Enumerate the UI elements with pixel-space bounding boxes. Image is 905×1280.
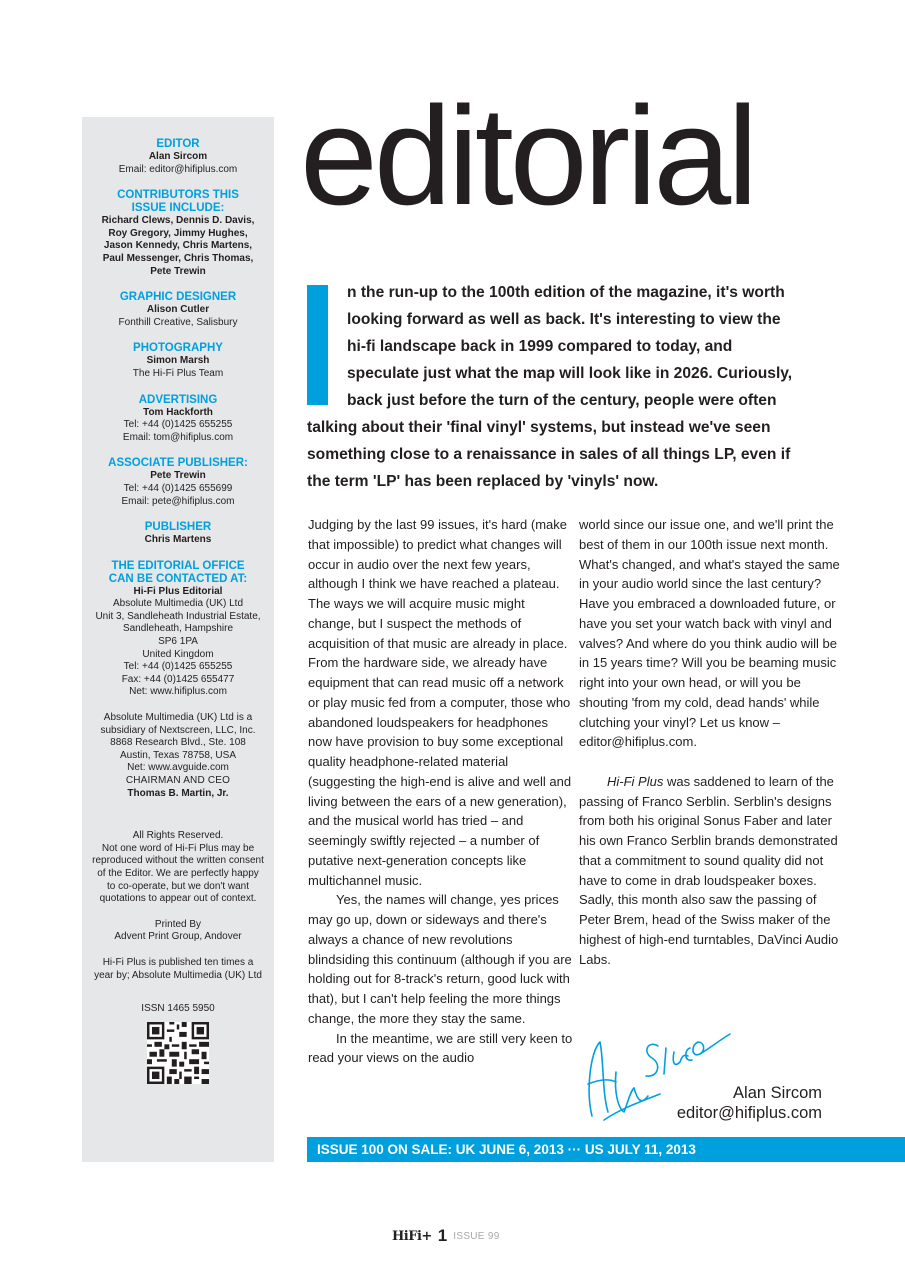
office-line: Sandleheath, Hampshire bbox=[122, 623, 234, 635]
intro-line: looking forward as well as back. It's interesting to view the bbox=[347, 311, 781, 328]
body-paragraph bbox=[579, 772, 844, 970]
contributor-line: Paul Messenger, Chris Thomas, bbox=[102, 252, 254, 264]
office-line: Net: www.hifiplus.com bbox=[129, 686, 227, 698]
masthead-subsidiary bbox=[82, 712, 274, 800]
associate-publisher-heading: ASSOCIATE PUBLISHER: bbox=[108, 457, 248, 470]
rights-line: All Rights Reserved. bbox=[132, 830, 224, 842]
contributor-line: Jason Kennedy, Chris Martens, bbox=[103, 240, 253, 252]
issn: ISSN 1465 5950 bbox=[141, 1003, 215, 1015]
masthead-contributors bbox=[82, 189, 274, 278]
masthead-associate-publisher bbox=[82, 457, 274, 508]
advertising-heading: ADVERTISING bbox=[138, 393, 218, 406]
designer-name: Alison Cutler bbox=[146, 304, 210, 316]
on-sale-banner: ISSUE 100 ON SALE: UK JUNE 6, 2013 ··· US JULY 11, 2013 bbox=[307, 1137, 905, 1162]
advertising-tel: Tel: +44 (0)1425 655255 bbox=[123, 419, 233, 431]
masthead-graphic-designer bbox=[82, 291, 274, 329]
body-paragraph: world since our issue one, and we'll print the best of them in our 100th issue next month. What's changed, and what's stayed the same in your audio world since the last century? Have you embraced a downloaded future, or have you set your watch back with vinyl and valves? And where do you think audio will be in 15 years time? Will you be beaming music right into your own head, or will you be shouting 'from my cold, dead hands' while clutching your vinyl? Let us know – editor@hifiplus.com. bbox=[579, 517, 840, 750]
body-paragraph-text: was saddened to learn of the passing of Franco Serblin. Serblin's designs from both his original Sonus Faber and later his own Franco Serblin brands demonstrated that a commitment to sound quality did not have to come in drab loudspeaker boxes. Sadly, this month also saw the passing of Peter Brem, head of the Swiss maker of the highest of high-end turntables, DaVinci Audio Labs. bbox=[579, 773, 839, 967]
published-line: year by; Absolute Multimedia (UK) Ltd bbox=[94, 969, 262, 981]
intro-line: talking about their 'final vinyl' systems, but instead we've seen bbox=[307, 419, 771, 436]
intro-line: back just before the turn of the century, people were often bbox=[347, 392, 777, 409]
chairman-label: CHAIRMAN AND CEO bbox=[125, 775, 231, 786]
intro-line: speculate just what the map will look like in 2026. Curiously, bbox=[347, 365, 793, 382]
photography-detail: The Hi-Fi Plus Team bbox=[132, 367, 224, 379]
editor-email: Email: editor@hifiplus.com bbox=[118, 163, 238, 175]
office-heading: THE EDITORIAL OFFICE CAN BE CONTACTED AT: bbox=[108, 559, 248, 585]
hifi-plus-logo: HiFi+ bbox=[392, 1228, 432, 1244]
intro-line: the term 'LP' has been replaced by 'vinyls' now. bbox=[307, 473, 659, 490]
associate-publisher-name: Pete Trewin bbox=[150, 470, 206, 482]
photography-name: Simon Marsh bbox=[146, 355, 210, 367]
body-paragraph: Judging by the last 99 issues, it's hard (make that impossible) to predict what changes will occur in audio over the next few years, although I think we have reached a plateau. The ways we will acquire music might change, but I suspect the methods of acquisition of that music are already in place. From the hardware side, we already have equipment that can read music off a network or play music fed from a computer, those who abandoned loudspeakers for headphones now have provision to buy some exceptional quality headphone-related material (suggesting the high-end is alive and well and living between the ears of a new generation), and the musical world has tried – and seemingly swiftly rejected – a number of putative next-generation concepts like multichannel music. bbox=[308, 517, 572, 888]
signature-email[interactable]: editor@hifiplus.com bbox=[676, 1104, 822, 1122]
body-column-left bbox=[308, 515, 573, 1068]
qr-code-icon[interactable] bbox=[147, 1022, 209, 1084]
subsidiary-line: Absolute Multimedia (UK) Ltd is a bbox=[103, 712, 253, 724]
rights-line: of the Editor. We are perfectly happy bbox=[97, 867, 259, 879]
designer-heading: GRAPHIC DESIGNER bbox=[119, 291, 237, 304]
rights-line: reproduced without the written consent bbox=[92, 855, 264, 867]
associate-publisher-tel: Tel: +44 (0)1425 655699 bbox=[123, 482, 233, 494]
photography-heading: PHOTOGRAPHY bbox=[133, 342, 223, 355]
printed-line: Advent Print Group, Andover bbox=[114, 931, 242, 943]
advertising-email: Email: tom@hifiplus.com bbox=[122, 431, 234, 443]
published-line: Hi-Fi Plus is published ten times a bbox=[102, 956, 254, 968]
associate-publisher-email: Email: pete@hifiplus.com bbox=[121, 495, 235, 507]
office-line: SP6 1PA bbox=[158, 636, 198, 648]
advertising-name: Tom Hackforth bbox=[143, 406, 213, 418]
chairman-name: Thomas B. Martin, Jr. bbox=[127, 787, 229, 799]
subsidiary-line: subsidiary of Nextscreen, LLC, Inc. bbox=[100, 724, 256, 736]
body-paragraph: In the meantime, we are still very keen to read your views on the audio bbox=[308, 1030, 573, 1066]
masthead-office bbox=[82, 560, 274, 699]
page-footer bbox=[392, 1226, 500, 1246]
intro-line: n the run-up to the 100th edition of the magazine, it's worth bbox=[347, 284, 785, 301]
office-line: Tel: +44 (0)1425 655255 bbox=[123, 661, 233, 673]
magazine-name: Hi-Fi Plus bbox=[607, 773, 664, 789]
office-line: United Kingdom bbox=[142, 648, 214, 660]
body-paragraph: Yes, the names will change, yes prices may go up, down or sideways and there's always a chance of new revolutions blindsiding this continuum (although if you are holding out for 8-track's return, good luck with that), but I can't help feeling the more things change, the more they stay the same. bbox=[308, 892, 572, 1026]
intro-line: hi-fi landscape back in 1999 compared to today, and bbox=[347, 338, 733, 355]
masthead-printed bbox=[82, 919, 274, 944]
office-line: Fax: +44 (0)1425 655477 bbox=[121, 673, 235, 685]
rights-line: to co-operate, but we don't want bbox=[107, 880, 249, 892]
editor-name: Alan Sircom bbox=[148, 151, 208, 162]
contributors-heading: CONTRIBUTORS THIS ISSUE INCLUDE: bbox=[117, 189, 239, 215]
drop-cap-bar bbox=[307, 285, 328, 405]
office-line: Unit 3, Sandleheath Industrial Estate, bbox=[95, 610, 261, 622]
issue-label: ISSUE 99 bbox=[453, 1230, 500, 1242]
masthead-advertising bbox=[82, 394, 274, 445]
signature-name: Alan Sircom bbox=[733, 1084, 822, 1102]
contributor-line: Roy Gregory, Jimmy Hughes, bbox=[108, 227, 248, 239]
printed-line: Printed By bbox=[154, 918, 202, 930]
masthead-photography bbox=[82, 342, 274, 380]
masthead-rights bbox=[82, 830, 274, 906]
contributor-line: Pete Trewin bbox=[150, 265, 206, 277]
intro-line: something close to a renaissance in sales of all things LP, even if bbox=[307, 446, 791, 463]
publisher-heading: PUBLISHER bbox=[144, 521, 212, 534]
subsidiary-line: Austin, Texas 78758, USA bbox=[120, 749, 236, 761]
office-name: Hi-Fi Plus Editorial bbox=[133, 585, 223, 597]
office-line: Absolute Multimedia (UK) Ltd bbox=[112, 598, 244, 610]
body-column-right bbox=[579, 515, 844, 969]
designer-detail: Fonthill Creative, Salisbury bbox=[118, 316, 238, 328]
masthead-published bbox=[82, 957, 274, 982]
publisher-name: Chris Martens bbox=[144, 534, 212, 546]
masthead-sidebar bbox=[82, 117, 274, 1162]
rights-line: quotations to appear out of context. bbox=[99, 893, 257, 905]
page-number: 1 bbox=[437, 1226, 448, 1245]
rights-line: Not one word of Hi-Fi Plus may be bbox=[101, 842, 255, 854]
page-title: editorial bbox=[300, 77, 755, 234]
editor-heading: EDITOR bbox=[156, 138, 200, 150]
subsidiary-line: 8868 Research Blvd., Ste. 108 bbox=[110, 737, 246, 749]
masthead-publisher bbox=[82, 521, 274, 547]
contributor-line: Richard Clews, Dennis D. Davis, bbox=[101, 215, 255, 227]
masthead-editor bbox=[82, 138, 274, 176]
subsidiary-line: Net: www.avguide.com bbox=[127, 762, 229, 774]
